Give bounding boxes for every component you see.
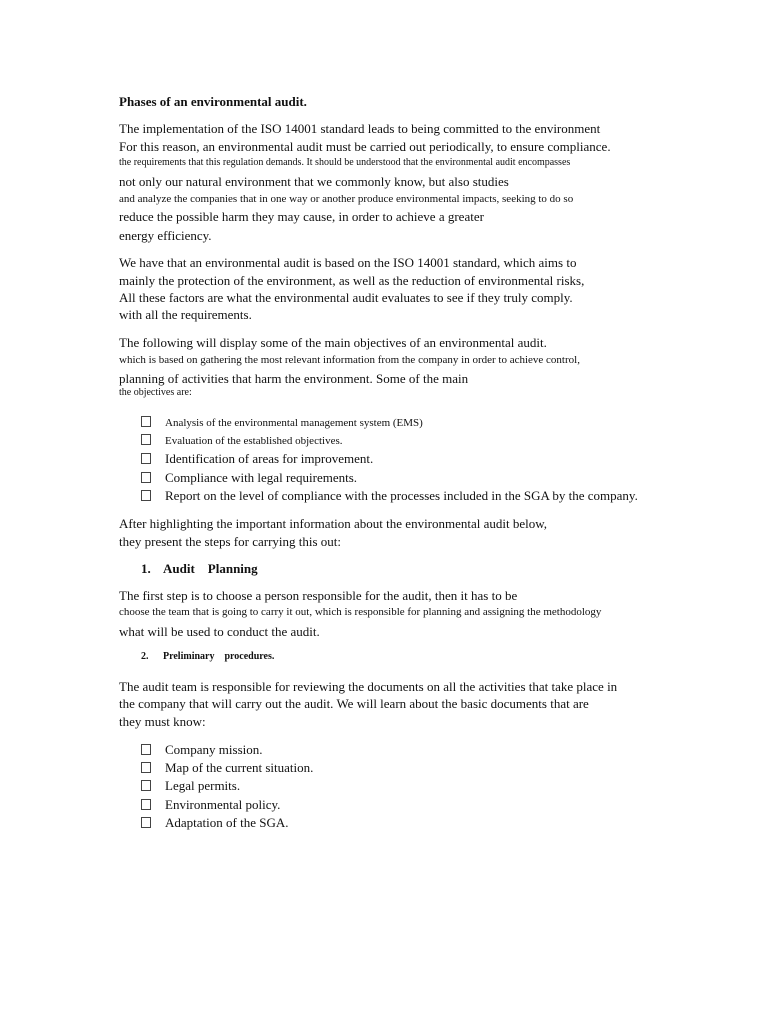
list-item-text: Identification of areas for improvement. [165, 451, 374, 466]
para2-line: with all the requirements. [119, 307, 252, 322]
bullet-box-icon [141, 416, 151, 427]
para5-line: what will be used to conduct the audit. [119, 624, 320, 639]
step2-number: 2. [141, 651, 149, 662]
list-item [141, 434, 342, 447]
para6-line: the company that will carry out the audit. We will learn about the basic documents that are [119, 696, 589, 711]
para6-line: The audit team is responsible for reviewing the documents on all the activities that take place in [119, 679, 618, 694]
list-item [141, 761, 313, 774]
list-item-text: Adaptation of the SGA. [165, 815, 289, 830]
para1-line: The implementation of the ISO 14001 standard leads to being committed to the environment [119, 121, 601, 136]
para1-line: the requirements that this regulation demands. It should be understood that the environmental audit encompasses [119, 157, 571, 168]
step1-number: 1. [141, 561, 151, 576]
list-item-text: Legal permits. [165, 778, 241, 793]
list-item-text: Evaluation of the established objectives. [165, 435, 343, 447]
para5-line: The first step is to choose a person responsible for the audit, then it has to be [119, 588, 518, 603]
bullet-box-icon [141, 817, 151, 828]
list-item [141, 416, 423, 429]
list-item [141, 779, 240, 792]
para2-line: mainly the protection of the environment, as well as the reduction of environmental risks, [119, 273, 585, 288]
page-title: Phases of an environmental audit. [119, 94, 307, 109]
list-item-text: Report on the level of compliance with the processes included in the SGA by the company. [165, 488, 638, 503]
para3-line: which is based on gathering the most relevant information from the company in order to achieve control, [119, 354, 580, 366]
para3-line: The following will display some of the main objectives of an environmental audit. [119, 335, 547, 350]
bullet-box-icon [141, 490, 151, 501]
bullet-box-icon [141, 744, 151, 755]
bullet-box-icon [141, 434, 151, 445]
list-item [141, 452, 373, 465]
bullet-box-icon [141, 780, 151, 791]
para4-line: they present the steps for carrying this out: [119, 534, 342, 549]
bullet-box-icon [141, 762, 151, 773]
list-item-text: Map of the current situation. [165, 760, 314, 775]
para1-line: reduce the possible harm they may cause, in order to achieve a greater [119, 209, 484, 224]
para2-line: We have that an environmental audit is based on the ISO 14001 standard, which aims to [119, 255, 577, 270]
step2-heading [141, 652, 274, 662]
bullet-box-icon [141, 799, 151, 810]
list-item [141, 816, 288, 829]
list-item [141, 489, 638, 502]
para2-line: All these factors are what the environmental audit evaluates to see if they truly comply. [119, 290, 573, 305]
step1-heading [141, 562, 258, 575]
step2-title: Preliminary procedures. [163, 651, 275, 662]
step1-title: Audit Planning [163, 561, 258, 576]
para1-line: not only our natural environment that we commonly know, but also studies [119, 174, 509, 189]
para6-line: they must know: [119, 714, 206, 729]
list-item-text: Company mission. [165, 742, 263, 757]
para4-line: After highlighting the important information about the environmental audit below, [119, 516, 548, 531]
para3-line: planning of activities that harm the environment. Some of the main [119, 371, 469, 386]
list-item-text: Compliance with legal requirements. [165, 470, 358, 485]
list-item [141, 798, 280, 811]
para3-line: the objectives are: [119, 387, 192, 398]
para1-line: energy efficiency. [119, 228, 212, 243]
bullet-box-icon [141, 453, 151, 464]
list-item [141, 471, 357, 484]
bullet-box-icon [141, 472, 151, 483]
para5-line: choose the team that is going to carry it out, which is responsible for planning and assigning the methodology [119, 606, 602, 618]
para1-line: and analyze the companies that in one way or another produce environmental impacts, seeking to do so [119, 193, 574, 205]
para1-line: For this reason, an environmental audit must be carried out periodically, to ensure compliance. [119, 139, 611, 154]
list-item-text: Environmental policy. [165, 797, 281, 812]
list-item [141, 743, 263, 756]
list-item-text: Analysis of the environmental management system (EMS) [165, 417, 423, 429]
